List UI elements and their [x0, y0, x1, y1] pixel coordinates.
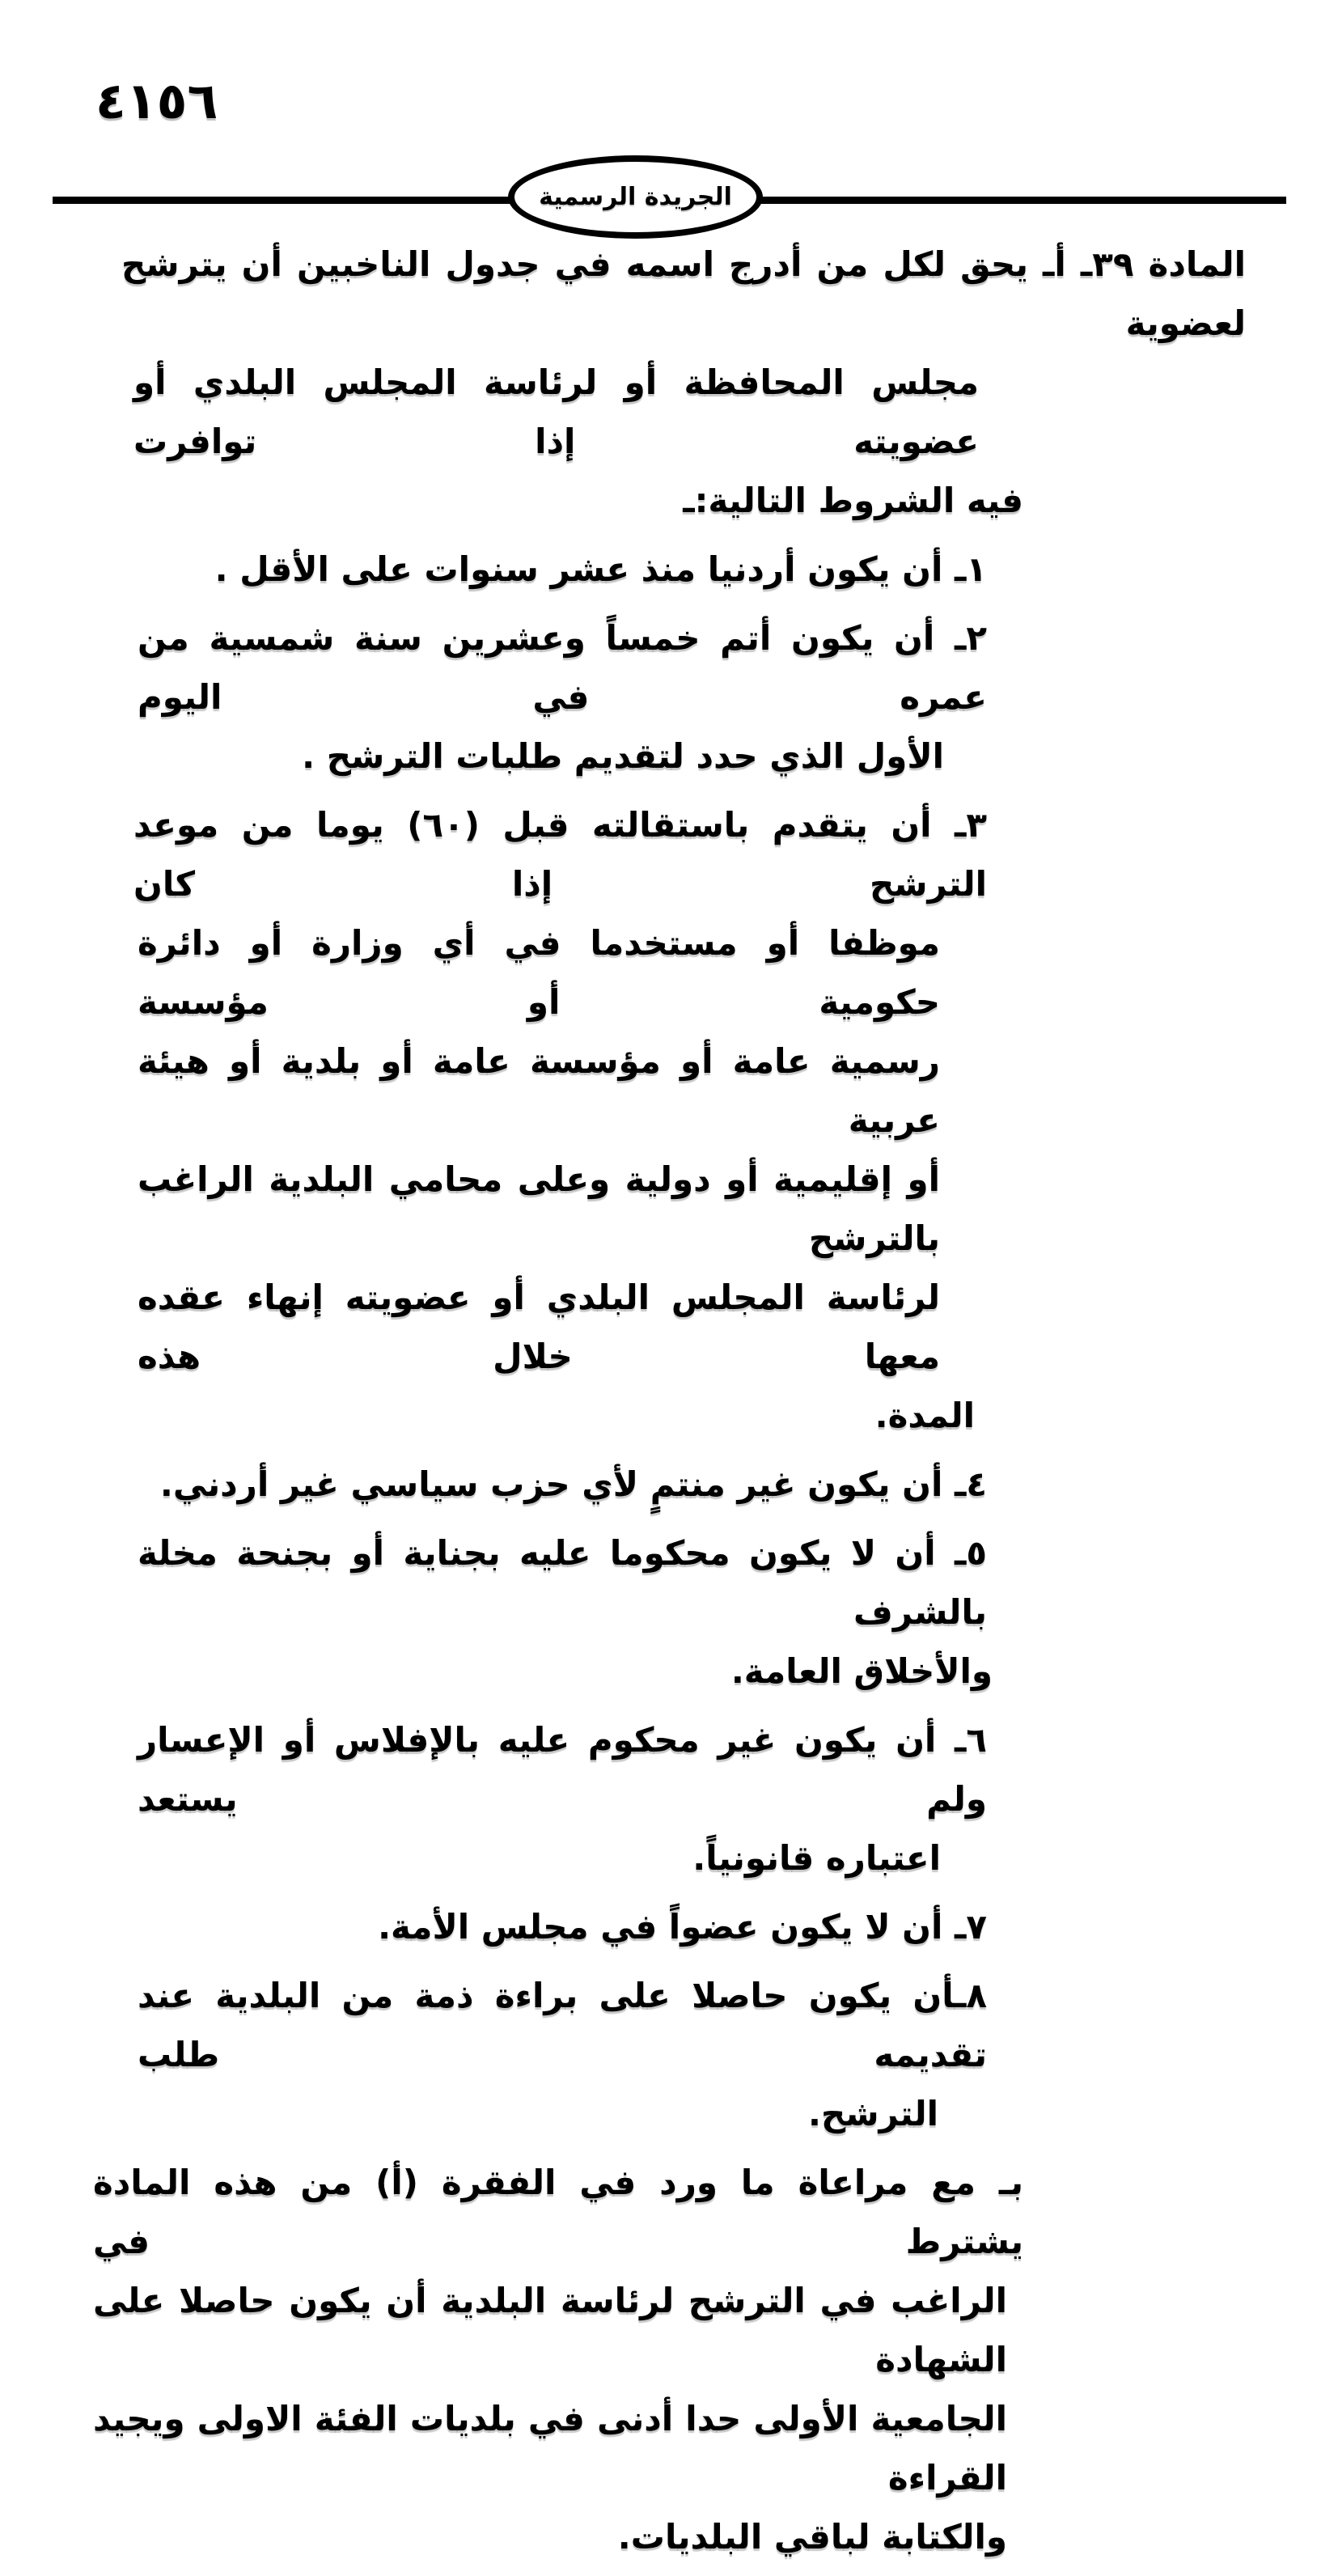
- list-item-2: [93, 608, 1246, 786]
- clause-b-line-1: بـ مع مراعاة ما ورد في الفقرة (أ) من هذه المادة يشترط في: [93, 2163, 1023, 2261]
- article-39: [93, 235, 1246, 2576]
- item-3-line-1: ٣ـ أن يتقدم باستقالته قبل (٦٠) يوما من موعد الترشح إذا كان: [133, 805, 987, 904]
- item-4-line-1: ٤ـ أن يكون غير منتمٍ لأي حزب سياسي غير أردني.: [159, 1464, 987, 1504]
- masthead-title: الجريدة الرسمية: [539, 183, 732, 211]
- item-1-line-1: ١ـ أن يكون أردنيا منذ عشر سنوات على الأقل .: [214, 549, 987, 589]
- list-item-6: [93, 1710, 1246, 1888]
- clause-b-line-2: الراغب في الترشح لرئاسة البلدية أن يكون حاصلا على الشهادة: [93, 2281, 1007, 2379]
- list-item-7: [93, 1897, 1246, 1956]
- masthead-oval: [508, 155, 763, 239]
- clause-b: [93, 2153, 1246, 2566]
- item-8-line-1: ٨ـأن يكون حاصلا على براءة ذمة من البلدية عند تقديمه طلب: [138, 1976, 987, 2074]
- list-item-4: [93, 1455, 1246, 1514]
- list-item-5: [93, 1523, 1246, 1701]
- clause-b-line-3: الجامعية الأولى حدا أدنى في بلديات الفئة الاولى ويجيد القراءة: [93, 2399, 1007, 2498]
- article-intro: [93, 235, 1246, 530]
- item-8-line-2: الترشح.: [808, 2094, 938, 2133]
- page-number: ٤١٥٦: [95, 71, 218, 130]
- list-item-8: [93, 1966, 1246, 2143]
- item-5-line-1: ٥ـ أن لا يكون محكوما عليه بجناية أو بجنحة مخلة بالشرف: [138, 1533, 987, 1632]
- item-6-line-2: اعتباره قانونياً.: [692, 1838, 941, 1878]
- item-3-line-6: المدة.: [874, 1396, 975, 1435]
- item-2-line-1: ٢ـ أن يكون أتم خمساً وعشرين سنة شمسية من عمره في اليوم: [138, 618, 987, 717]
- item-7-line-1: ٧ـ أن لا يكون عضواً في مجلس الأمة.: [378, 1907, 987, 1947]
- intro-line-2: مجلس المحافظة أو لرئاسة المجلس البلدي أو عضويته إذا توافرت: [133, 362, 979, 461]
- item-3-line-5: لرئاسة المجلس البلدي أو عضويته إنهاء عقده معها خلال هذه: [138, 1277, 940, 1376]
- clause-b-line-4: والكتابة لباقي البلديات.: [617, 2517, 1007, 2557]
- item-3-line-2: موظفا أو مستخدما في أي وزارة أو دائرة حكومية أو مؤسسة: [138, 923, 940, 1022]
- intro-line-1: المادة ٣٩ـ أـ يحق لكل من أدرج اسمه في جدول الناخبين أن يترشح لعضوية: [121, 244, 1246, 343]
- item-6-line-1: ٦ـ أن يكون غير محكوم عليه بالإفلاس أو الإعسار ولم يستعد: [138, 1720, 987, 1819]
- intro-line-3: فيه الشروط التالية:ـ: [683, 481, 1023, 520]
- item-5-line-2: والأخلاق العامة.: [730, 1651, 993, 1691]
- item-3-line-4: أو إقليمية أو دولية وعلى محامي البلدية الراغب بالترشح: [138, 1159, 940, 1258]
- item-2-line-2: الأول الذي حدد لتقديم طلبات الترشح .: [302, 736, 944, 776]
- list-item-3: [93, 795, 1246, 1445]
- item-3-line-3: رسمية عامة أو مؤسسة عامة أو بلدية أو هيئة عربية: [138, 1041, 940, 1140]
- list-item-1: [93, 540, 1246, 599]
